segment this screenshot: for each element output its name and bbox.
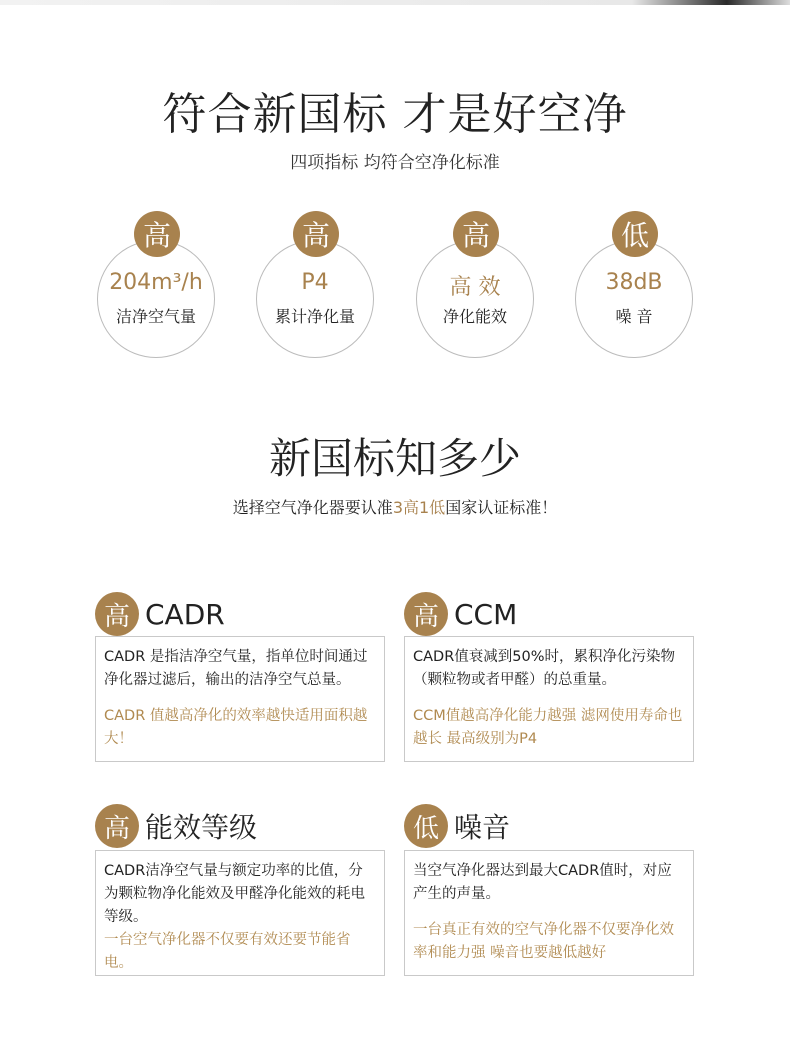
card-ccm [404,636,694,762]
indicator-label: 净化能效 [442,307,507,326]
indicator-value: 38dB [605,270,663,295]
indicator-noise [575,208,695,358]
card-title: CCM [454,597,518,631]
card-badge: 低 [404,804,448,848]
card-highlight: CCM值越高净化能力越强 滤网使用寿命也越长 最高级别为P4 [413,708,683,747]
card-badge: 高 [404,592,448,636]
card-highlight: 一台空气净化器不仅要有效还要节能省电。 [104,932,351,971]
indicator-badge: 低 [612,211,658,257]
indicator-label: 洁净空气量 [115,307,196,326]
page-subtitle: 四项指标 均符合空净化标准 [290,153,500,173]
indicator-label: 累计净化量 [274,307,355,326]
card-badge: 高 [95,804,139,848]
top-divider [0,0,790,5]
card-badge: 高 [95,592,139,636]
card-text: CADR 是指洁净空气量，指单位时间通过净化器过滤后，输出的洁净空气总量。 [104,649,368,688]
indicator-value: P4 [301,270,329,295]
indicator-badge: 高 [293,211,339,257]
card-title: 噪音 [454,811,511,844]
section-title: 新国标知多少 [268,434,521,483]
indicator-value: 204m³/h [109,270,203,295]
indicator-badge: 高 [453,211,499,257]
indicator-value: 高 效 [449,275,501,300]
card-text: CADR值衰减到50%时，累积净化污染物（颗粒物或者甲醛）的总重量。 [413,649,676,688]
card-header-noise [404,804,510,848]
subtitle-highlight: 3高1低 [392,498,446,517]
card-title: 能效等级 [145,811,258,844]
card-text: CADR洁净空气量与额定功率的比值，分为颗粒物净化能效及甲醛净化能效的耗电等级。 [104,863,365,925]
indicator-ccm [256,208,376,358]
card-highlight: 一台真正有效的空气净化器不仅要净化效率和能力强 噪音也要越低越好 [413,922,674,961]
section-subtitle [0,495,790,518]
card-highlight: CADR 值越高净化的效率越快适用面积越大！ [104,708,368,747]
card-efficiency [95,850,385,976]
indicator-ring [97,240,215,358]
indicator-cadr [97,208,217,358]
card-title: CADR [145,597,225,631]
indicator-efficiency [416,208,536,358]
card-noise [404,850,694,976]
card-text: 当空气净化器达到最大CADR值时，对应产生的声量。 [413,863,672,902]
subtitle-text: 国家认证标准！ [445,498,558,517]
indicator-badge: 高 [134,211,180,257]
card-header-ccm [404,592,517,636]
indicator-ring [575,240,693,358]
card-cadr [95,636,385,762]
page-title: 符合新国标 才是好空净 [162,89,628,140]
indicator-label: 噪 音 [615,307,653,326]
subtitle-text: 选择空气净化器要认准 [232,498,393,517]
card-header-efficiency [95,804,257,848]
card-header-cadr [95,592,225,636]
indicator-ring [256,240,374,358]
